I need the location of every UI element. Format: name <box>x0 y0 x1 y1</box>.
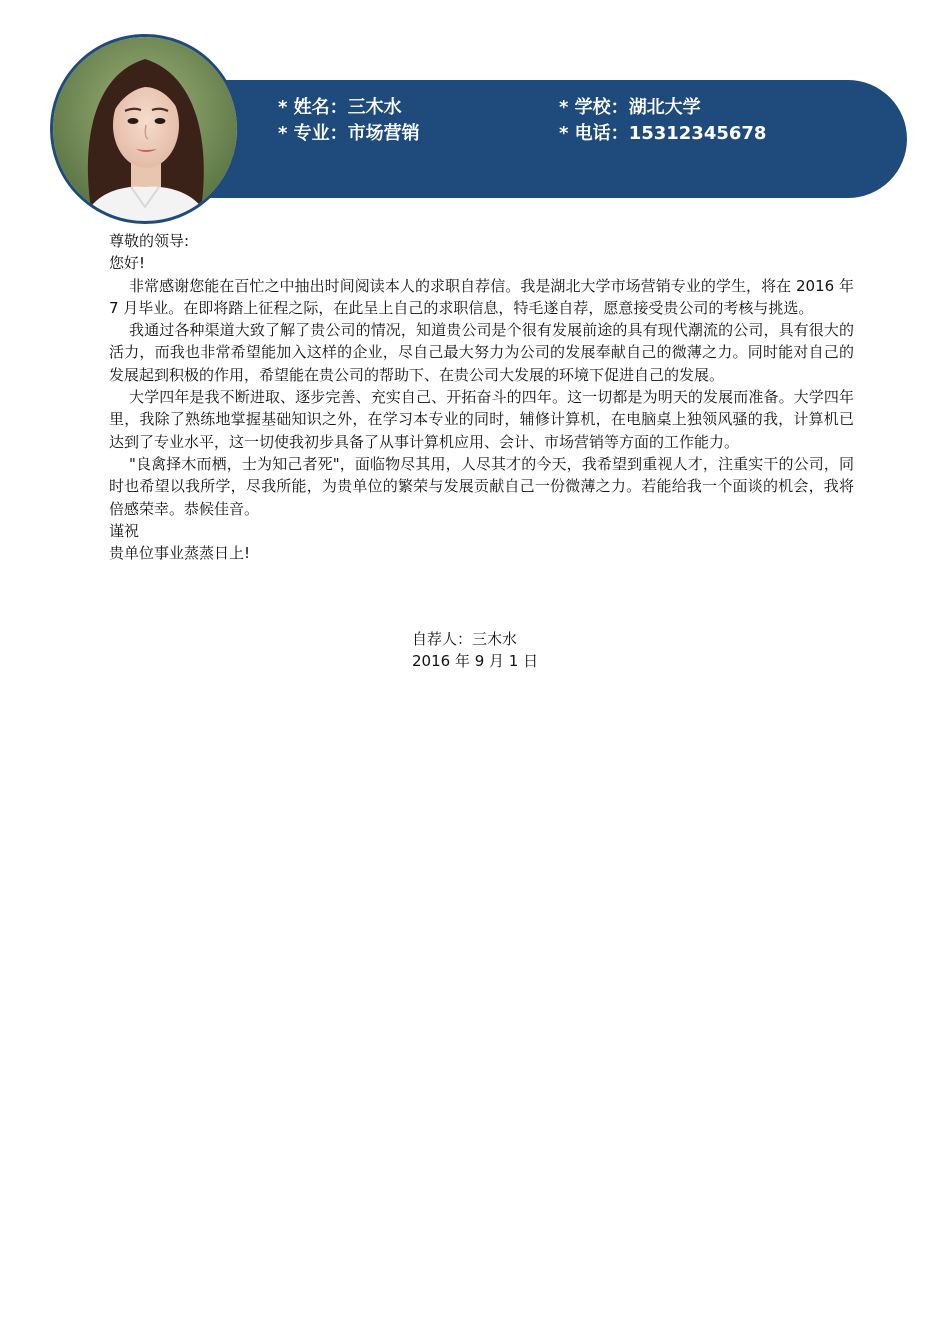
major-value: 市场营销 <box>347 123 420 144</box>
letter-date: 2016 年 9 月 1 日 <box>412 652 539 671</box>
letter-paragraph-1: 非常感谢您能在百忙之中抽出时间阅读本人的求职自荐信。我是湖北大学市场营销专业的学生，将在 2016 年 7 月毕业。在即将踏上征程之际，在此呈上自己的求职信息，特毛遂自荐，愿意接受贵公司的考核与挑选。 <box>109 276 854 317</box>
avatar <box>50 34 240 224</box>
salutation: 尊敬的领导: <box>109 232 190 250</box>
school-label: * 学校： <box>559 97 629 118</box>
major-label: * 专业： <box>278 123 348 144</box>
major-field <box>278 121 420 147</box>
letter-paragraph-4: "良禽择木而栖，士为知己者死"，面临物尽其用，人尽其才的今天，我希望到重视人才，注重实干的公司，同时也希望以我所学，尽我所能，为贵单位的繁荣与发展贡献自己一份微薄之力。若能给我一个面谈的机会，我将倍感荣幸。恭候佳音。 <box>109 454 854 518</box>
cover-letter <box>109 230 854 564</box>
header-band <box>150 80 907 198</box>
name-value: 三木水 <box>347 97 402 118</box>
closing-line-1: 谨祝 <box>109 521 140 540</box>
school-field <box>559 95 701 121</box>
greeting: 您好! <box>109 254 146 273</box>
signer: 自荐人：三木水 <box>412 630 518 648</box>
portrait-image <box>53 37 237 221</box>
school-value: 湖北大学 <box>628 97 701 118</box>
phone-value: 15312345678 <box>628 123 767 144</box>
name-label: * 姓名： <box>278 97 348 118</box>
signature-block <box>412 628 538 673</box>
phone-label: * 电话： <box>559 123 629 144</box>
closing-line-2: 贵单位事业蒸蒸日上! <box>109 544 251 563</box>
letter-paragraph-2: 我通过各种渠道大致了解了贵公司的情况，知道贵公司是个很有发展前途的具有现代潮流的公司，具有很大的活力，而我也非常希望能加入这样的企业，尽自己最大努力为公司的发展奉献自己的微薄之力。同时能对自己的发展起到积极的作用，希望能在贵公司的帮助下、在贵公司大发展的环境下促进自己的发展。 <box>109 321 854 384</box>
name-field <box>278 95 402 121</box>
phone-field <box>559 121 766 147</box>
letter-paragraph-3: 大学四年是我不断进取、逐步完善、充实自己、开拓奋斗的四年。这一切都是为明天的发展而准备。大学四年里，我除了熟练地掌握基础知识之外，在学习本专业的同时，辅修计算机，在电脑桌上独领风骚的我，计算机已达到了专业水平，这一切使我初步具备了从事计算机应用、会计、市场营销等方面的工作能力。 <box>109 388 854 451</box>
